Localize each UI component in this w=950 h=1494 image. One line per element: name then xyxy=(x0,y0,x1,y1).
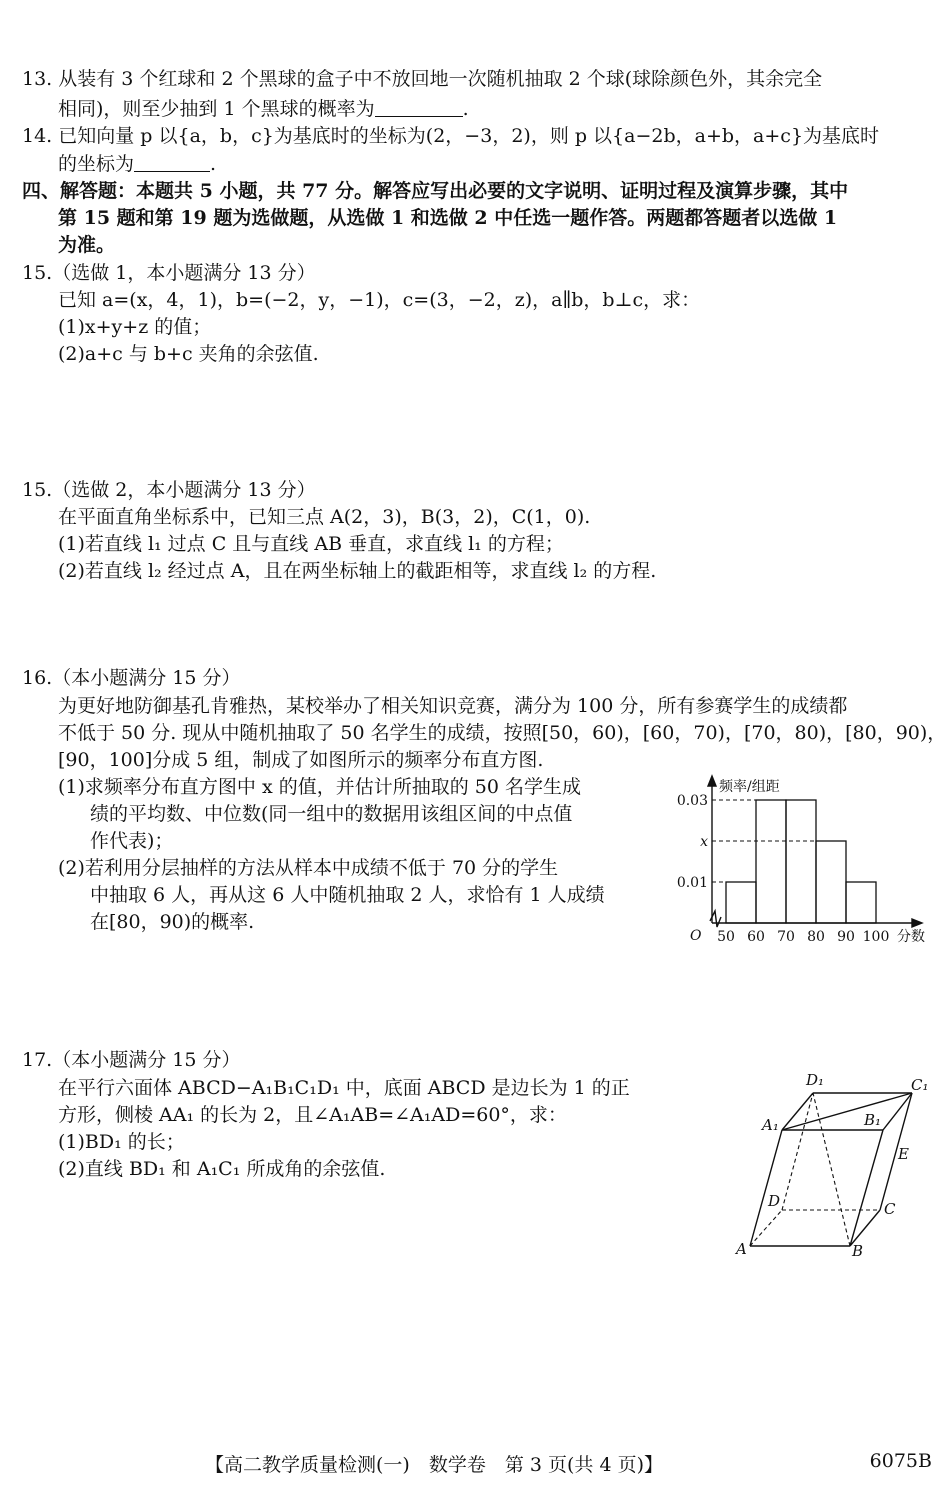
q15a-title: 15.（选做 1，本小题满分 13 分） xyxy=(22,262,316,284)
q13-answer-blank xyxy=(375,98,463,117)
origin-label: O xyxy=(690,928,702,944)
label-B: B xyxy=(852,1242,864,1258)
y-tick-label-2: x xyxy=(700,834,708,850)
q17-part1: (1)BD₁ 的长； xyxy=(58,1131,185,1153)
x-axis-label: 分数 xyxy=(897,929,925,945)
label-B1: B₁ xyxy=(864,1111,882,1129)
section4-heading-line3: 为准。 xyxy=(58,234,116,256)
q15a-stem: 已知 a=(x，4，1)，b=(−2，y，−1)，c=(3，−2，z)，a∥b，b⊥c，求： xyxy=(58,289,701,311)
q17-stem-line2: 方形，侧棱 AA₁ 的长为 2，且∠A₁AB=∠A₁AD=60°，求： xyxy=(58,1104,567,1126)
y-axis-label: 频率/组距 xyxy=(719,779,780,795)
edge-B-B1 xyxy=(850,1130,883,1246)
label-D1: D₁ xyxy=(806,1071,825,1089)
histogram-bar-3 xyxy=(786,800,816,923)
q14-period: . xyxy=(210,153,217,175)
q15b-title: 15.（选做 2，本小题满分 13 分） xyxy=(22,479,316,501)
q16-stem-line2: 不低于 50 分. 现从中随机抽取了 50 名学生的成绩，按照[50，60)，[60，70)，[70，80)，[80，90)， xyxy=(58,722,947,744)
q16-part1-line3: 作代表)； xyxy=(90,830,174,852)
q14-line2 xyxy=(58,151,216,178)
q16-title: 16.（本小题满分 15 分） xyxy=(22,667,241,689)
histogram-bar-1 xyxy=(726,882,756,923)
x-axis-arrow xyxy=(912,919,922,927)
histogram-bar-2 xyxy=(756,800,786,923)
footer-page-info: 【高二教学质量检测(一) 数学卷 第 3 页(共 4 页)】 xyxy=(205,1454,663,1476)
section4-heading-line2: 第 15 题和第 19 题为选做题，从选做 1 和选做 2 中任选一题作答。两题都答题者以选做 1 xyxy=(58,207,838,229)
label-A1: A₁ xyxy=(762,1116,779,1134)
q15a-part1: (1)x+y+z 的值； xyxy=(58,316,212,338)
q15a-part2: (2)a+c 与 b+c 夹角的余弦值. xyxy=(58,343,319,365)
label-D: D xyxy=(768,1192,781,1210)
q14-line1: 14. 已知向量 p 以{a，b，c}为基底时的坐标为(2，−3，2)，则 p 以{a−2b，a+b，a+c}为基底时 xyxy=(22,125,880,147)
y-tick-label-3: 0.03 xyxy=(676,793,708,809)
q13-period: . xyxy=(462,98,469,120)
q13-line2-text: 相同)，则至少抽到 1 个黑球的概率为 xyxy=(58,98,375,120)
q13-line1: 13. 从装有 3 个红球和 2 个黑球的盒子中不放回地一次随机抽取 2 个球(球除颜色外，其余完全 xyxy=(22,68,823,90)
q16-stem-line1: 为更好地防御基孔肯雅热，某校举办了相关知识竞赛，满分为 100 分，所有参赛学生的成绩都 xyxy=(58,695,848,717)
q17-part2: (2)直线 BD₁ 和 A₁C₁ 所成角的余弦值. xyxy=(58,1158,386,1180)
x-tick-label-2: 60 xyxy=(747,929,765,945)
histogram-bar-5 xyxy=(846,882,876,923)
label-C1: C₁ xyxy=(911,1076,929,1094)
histogram-bar-4 xyxy=(816,841,846,923)
q16-part2-line3: 在[80，90)的概率. xyxy=(90,911,255,933)
parallelepiped-figure xyxy=(730,1068,935,1258)
label-C: C xyxy=(884,1200,896,1218)
x-tick-label-3: 70 xyxy=(777,929,795,945)
q16-part2-line1: (2)若利用分层抽样的方法从样本中成绩不低于 70 分的学生 xyxy=(58,857,559,879)
q15b-part1: (1)若直线 l₁ 过点 C 且与直线 AB 垂直，求直线 l₁ 的方程； xyxy=(58,533,564,555)
q16-part1-line1: (1)求频率分布直方图中 x 的值，并估计所抽取的 50 名学生成 xyxy=(58,776,581,798)
q15b-part2: (2)若直线 l₂ 经过点 A，且在两坐标轴上的截距相等，求直线 l₂ 的方程. xyxy=(58,560,657,582)
x-tick-label-5: 90 xyxy=(837,929,855,945)
x-tick-label-6: 100 xyxy=(862,929,890,945)
x-tick-label-4: 80 xyxy=(807,929,825,945)
y-axis-arrow xyxy=(708,776,716,786)
section4-heading-line1: 四、解答题：本题共 5 小题，共 77 分。解答应写出必要的文字说明、证明过程及演算步骤，其中 xyxy=(22,180,849,202)
q16-stem-line3: [90，100]分成 5 组，制成了如图所示的频率分布直方图. xyxy=(58,749,544,771)
q13-line2 xyxy=(58,96,469,123)
label-E: E xyxy=(898,1145,909,1163)
q15b-stem: 在平面直角坐标系中，已知三点 A(2，3)，B(3，2)，C(1，0). xyxy=(58,506,591,528)
footer-code: 6075B xyxy=(869,1450,932,1472)
q16-part2-line2: 中抽取 6 人，再从这 6 人中随机抽取 2 人，求恰有 1 人成绩 xyxy=(90,884,605,906)
q17-title: 17.（本小题满分 15 分） xyxy=(22,1049,241,1071)
x-tick-label-1: 50 xyxy=(717,929,735,945)
q17-stem-line1: 在平行六面体 ABCD−A₁B₁C₁D₁ 中，底面 ABCD 是边长为 1 的正 xyxy=(58,1077,630,1099)
frequency-histogram xyxy=(672,770,934,960)
q14-answer-blank xyxy=(134,153,210,172)
q16-part1-line2: 绩的平均数、中位数(同一组中的数据用该组区间的中点值 xyxy=(90,803,573,825)
diag-A1-C1 xyxy=(782,1093,912,1130)
y-tick-label-1: 0.01 xyxy=(676,875,708,891)
q14-line2-text: 的坐标为 xyxy=(58,153,135,175)
label-A: A xyxy=(736,1240,747,1258)
